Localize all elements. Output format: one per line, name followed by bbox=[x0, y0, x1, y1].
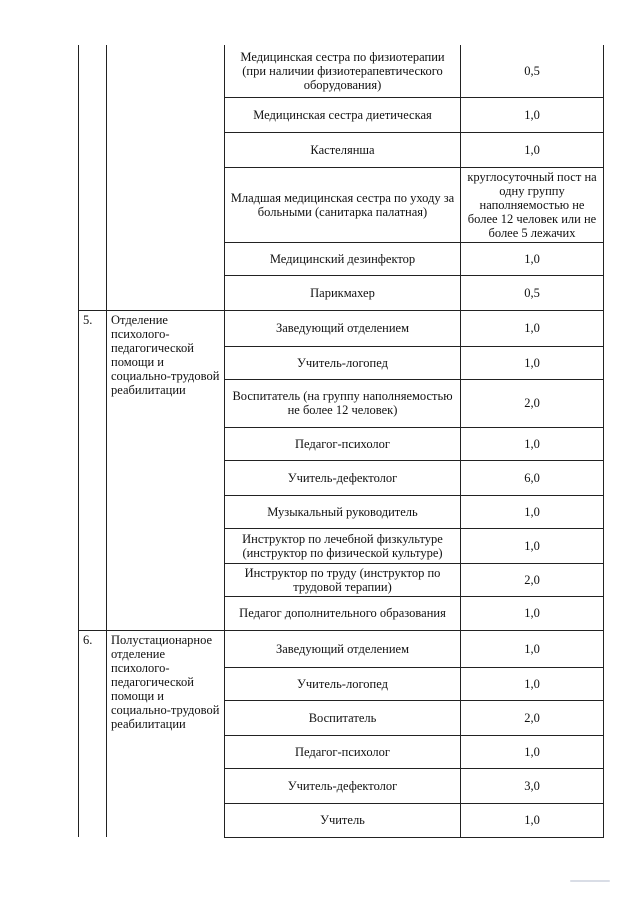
position-cell: Младшая медицинская сестра по уходу за больными (санитарка палатная) bbox=[225, 167, 461, 242]
position-cell: Кастелянша bbox=[225, 132, 461, 167]
position-cell: Учитель-логопед bbox=[225, 346, 461, 379]
position-cell: Учитель-дефектолог bbox=[225, 768, 461, 803]
row-number-cell bbox=[79, 167, 107, 242]
department-cell bbox=[107, 45, 225, 97]
table-row bbox=[79, 310, 604, 346]
table-row bbox=[79, 132, 604, 167]
position-cell: Парикмахер bbox=[225, 275, 461, 310]
quantity-cell: 2,0 bbox=[461, 700, 604, 735]
position-cell: Учитель bbox=[225, 803, 461, 837]
position-cell: Инструктор по лечебной физкультуре (инструктор по физической культуре) bbox=[225, 528, 461, 563]
quantity-cell: 1,0 bbox=[461, 667, 604, 700]
row-number-cell bbox=[79, 275, 107, 310]
table-row bbox=[79, 242, 604, 275]
department-name: Отделение психолого-педагогической помощи и социально-трудовой реабилитации bbox=[107, 310, 225, 630]
table-row bbox=[79, 630, 604, 667]
row-number-cell bbox=[79, 132, 107, 167]
position-cell: Медицинская сестра диетическая bbox=[225, 97, 461, 132]
department-cell bbox=[107, 167, 225, 242]
department-cell bbox=[107, 242, 225, 275]
position-cell: Музыкальный руководитель bbox=[225, 495, 461, 528]
quantity-cell: 1,0 bbox=[461, 427, 604, 460]
position-cell: Инструктор по труду (инструктор по трудовой терапии) bbox=[225, 563, 461, 596]
quantity-cell: 1,0 bbox=[461, 310, 604, 346]
quantity-cell: 1,0 bbox=[461, 803, 604, 837]
section-number: 6. bbox=[79, 630, 107, 837]
quantity-cell: 1,0 bbox=[461, 528, 604, 563]
quantity-cell: 1,0 bbox=[461, 735, 604, 768]
quantity-cell: 2,0 bbox=[461, 379, 604, 427]
quantity-cell: 3,0 bbox=[461, 768, 604, 803]
quantity-cell: 2,0 bbox=[461, 563, 604, 596]
quantity-cell: круглосуточный пост на одну группу наполняемостью не более 12 человек или не более 5 лежачих bbox=[461, 167, 604, 242]
row-number-cell bbox=[79, 97, 107, 132]
quantity-cell: 1,0 bbox=[461, 242, 604, 275]
scan-mark bbox=[570, 880, 610, 882]
quantity-cell: 1,0 bbox=[461, 132, 604, 167]
quantity-cell: 1,0 bbox=[461, 630, 604, 667]
department-cell bbox=[107, 275, 225, 310]
table-row bbox=[79, 45, 604, 97]
department-name: Полустационарное отделение психолого-педагогической помощи и социально-трудовой реабилитации bbox=[107, 630, 225, 837]
position-cell: Педагог-психолог bbox=[225, 735, 461, 768]
position-cell: Воспитатель (на группу наполняемостью не более 12 человек) bbox=[225, 379, 461, 427]
quantity-cell: 1,0 bbox=[461, 346, 604, 379]
position-cell: Педагог-психолог bbox=[225, 427, 461, 460]
position-cell: Заведующий отделением bbox=[225, 310, 461, 346]
quantity-cell: 6,0 bbox=[461, 460, 604, 495]
table-row bbox=[79, 97, 604, 132]
quantity-cell: 1,0 bbox=[461, 97, 604, 132]
quantity-cell: 1,0 bbox=[461, 596, 604, 630]
quantity-cell: 1,0 bbox=[461, 495, 604, 528]
row-number-cell bbox=[79, 45, 107, 97]
row-number-cell bbox=[79, 242, 107, 275]
position-cell: Заведующий отделением bbox=[225, 630, 461, 667]
quantity-cell: 0,5 bbox=[461, 45, 604, 97]
table-row bbox=[79, 275, 604, 310]
position-cell: Медицинский дезинфектор bbox=[225, 242, 461, 275]
staffing-table bbox=[78, 45, 604, 838]
position-cell: Воспитатель bbox=[225, 700, 461, 735]
table-row bbox=[79, 167, 604, 242]
section-number: 5. bbox=[79, 310, 107, 630]
position-cell: Педагог дополнительного образования bbox=[225, 596, 461, 630]
department-cell bbox=[107, 97, 225, 132]
quantity-cell: 0,5 bbox=[461, 275, 604, 310]
position-cell: Учитель-логопед bbox=[225, 667, 461, 700]
position-cell: Медицинская сестра по физиотерапии (при наличии физиотерапевтического оборудования) bbox=[225, 45, 461, 97]
position-cell: Учитель-дефектолог bbox=[225, 460, 461, 495]
department-cell bbox=[107, 132, 225, 167]
